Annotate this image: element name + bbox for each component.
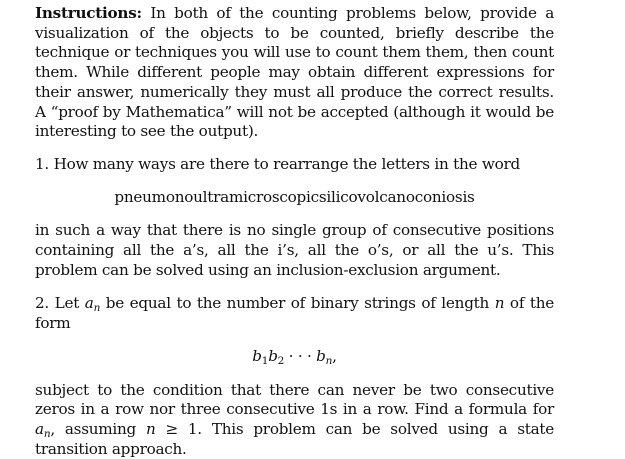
problem1-word: pneumonoultramicroscopicsilicovolcanoconiosis (114, 187, 475, 206)
math-dots: · · · (284, 346, 317, 365)
problem2-intro (35, 294, 554, 333)
math-n2: n (145, 419, 156, 438)
math-bn: b (316, 346, 326, 365)
instructions-text: In both of the counting problems below, provide a visualization of the objects to be counted, briefly describe the technique or techniques you will use to count them them, then count them. While different people may obtain different expressions for their answer, numerically they must all produce the correct results. A “proof by Mathematica” will not be accepted (although it would be interesting to see the output). (35, 4, 554, 141)
problem2-text-mid: , assuming (50, 419, 146, 438)
problem2-intro-end: of the form (35, 294, 554, 333)
math-subscript-1: 1 (261, 354, 269, 367)
math-subscript-n3: n (43, 427, 51, 440)
instructions-label: Instructions: (35, 4, 142, 22)
math-n: n (494, 294, 505, 313)
document-body (35, 4, 554, 459)
problem1-text: in such a way that there is no single group of consecutive positions containing all the a’s, all the i’s, all the o’s, or all the u’s. This problem can be solved using an inclusion-exclusion argument. (35, 221, 554, 279)
problem1-intro: 1. How many ways are there to rearrange the letters in the word (35, 154, 520, 173)
math-comma: , (332, 346, 337, 365)
problem2-text (35, 381, 554, 459)
problem2-text-end: This problem can be solved using a state transition approach. (35, 419, 555, 458)
math-b2: b (268, 346, 278, 365)
math-subscript-2: 2 (277, 354, 285, 367)
math-subscript-n2: n (325, 354, 333, 367)
instructions-paragraph (35, 4, 554, 142)
math-a2: a (35, 419, 44, 438)
problem2-text-start: subject to the condition that there can never be two consecutive zeros in a row nor three consecutive 1s in a row. Find a formula for (35, 380, 554, 419)
math-a: a (84, 294, 94, 313)
problem2-formula (35, 347, 554, 367)
math-geq: ≥ 1. (155, 419, 202, 438)
math-b1: b (252, 346, 262, 365)
problem2-intro-after: be equal to the number of binary strings of length (100, 294, 495, 313)
problem2-intro-before: 2. Let (35, 294, 85, 313)
math-subscript-n: n (93, 302, 101, 315)
